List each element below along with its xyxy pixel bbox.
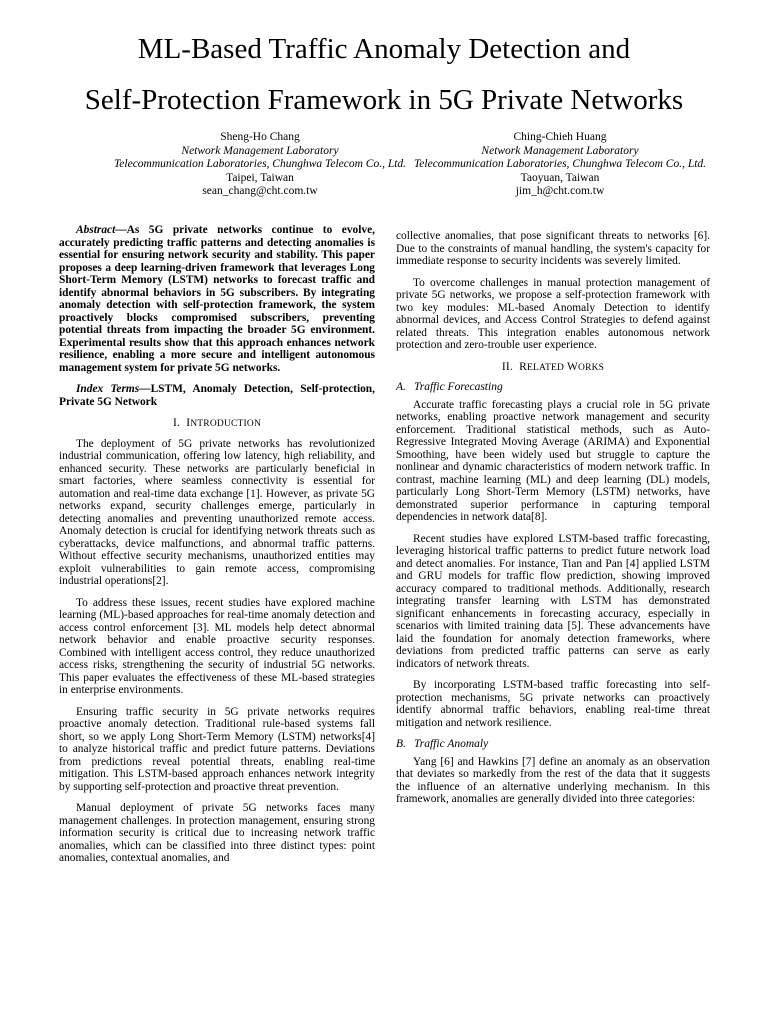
intro-paragraph: The deployment of 5G private networks has revolutionized industrial communication, offering low latency, high reliability, and enhanced security. These networks are particularly beneficial in smart factories, where seamless connectivity is essential for automation and real-time data exchange [1]. However, as private 5G networks expand, security challenges emerge, particularly in detecting anomalies and preventing unauthorized remote access. Anomaly detection is crucial for identifying network threats such as cyberattacks, device malfunctions, and abnormal traffic patterns. Without effective security mechanisms, unauthorized entities may exploit vulnerabilities to gain remote access, compromising industrial operations[2]. (59, 437, 375, 587)
author-org: Telecommunication Laboratories, Chunghwa Telecom Co., Ltd. (113, 158, 407, 170)
index-terms (59, 383, 375, 408)
section-heading-related-works: II. RELATED WORKS (501, 360, 605, 373)
author-block-1 (95, 131, 425, 199)
author-block-2 (380, 131, 740, 199)
author-location: Taoyuan, Taiwan (520, 171, 600, 184)
section-heading-introduction: I. INTRODUCTION (172, 417, 262, 429)
index-terms-label: Index Terms— (76, 383, 151, 395)
paper-title-line-1: ML-Based Traffic Anomaly Detection and (137, 33, 631, 65)
paper-title-line-2: Self-Protection Framework in 5G Private Networks (84, 84, 684, 116)
author-lab: Network Management Laboratory (481, 144, 639, 157)
subsection-heading-traffic-forecasting: A. Traffic Forecasting (396, 381, 503, 393)
body-paragraph: collective anomalies, that pose significant threats to networks [6]. Due to the constraints of manual handling, the system's capacity for immediate response to security incidents was severely limited. (396, 230, 710, 267)
subsection-heading-traffic-anomaly: B. Traffic Anomaly (396, 738, 489, 750)
traffic-anomaly-paragraph: Yang [6] and Hawkins [7] define an anomaly as an observation that deviates so markedly from the rest of the data that it suggests the influence of an alternative underlying mechanism. In this framework, anomalies are generally divided into three categories: (396, 755, 710, 805)
related-works-paragraph: Recent studies have explored LSTM-based traffic forecasting, leveraging historical traffic patterns to predict future network load and detect anomalies. For instance, Tian and Pan [4] applied LSTM and GRU models for traffic flow prediction, showing improved accuracy compared to traditional methods. Additionally, research integrating transfer learning with LSTM has demonstrated significant enhancements in forecasting accuracy, especially in scenarios with limited training data [5]. These advancements have laid the foundation for anomaly detection frameworks, where deviations from predicted traffic patterns can serve as early indicators of network threats. (396, 532, 710, 670)
author-email[interactable]: sean_chang@cht.com.tw (202, 185, 318, 197)
right-column (396, 230, 710, 815)
abstract-label: Abstract— (76, 224, 127, 236)
author-name: Ching-Chieh Huang (513, 131, 607, 143)
left-column (59, 224, 375, 874)
related-works-paragraph: By incorporating LSTM-based traffic forecasting into self-protection mechanisms, 5G private networks can proactively identify abnormal traffic behaviors, enabling real-time threat mitigation and network resilience. (396, 679, 710, 729)
intro-paragraph: Ensuring traffic security in 5G private networks requires proactive anomaly detection. Traditional rule-based systems fall short, so we apply Long Short-Term Memory (LSTM) networks[4] to analyze historical traffic and predict future patterns. Deviations from predictions reveal potential threats, enabling real-time mitigation. This LSTM-based approach enhances network integrity by supporting self-protection and proactive threat prevention. (59, 705, 375, 793)
author-email[interactable]: jim_h@cht.com.tw (515, 185, 605, 197)
body-paragraph: To overcome challenges in manual protection management of private 5G networks, we propose a self-protection framework with two key modules: ML-based Anomaly Detection to identify abnormal devices, and Access Control Strategies to defend against related threats. This integration enables autonomous network protection and zero-trouble user experience. (396, 276, 710, 351)
author-org: Telecommunication Laboratories, Chunghwa Telecom Co., Ltd. (413, 158, 707, 170)
author-name: Sheng-Ho Chang (220, 131, 300, 143)
author-location: Taipei, Taiwan (226, 171, 294, 184)
abstract-text: As 5G private networks continue to evolve, accurately predicting traffic patterns and detecting anomalies is essential for ensuring network security and stability. This paper proposes a deep learning-driven framework that leverages Long Short-Term Memory (LSTM) networks to forecast traffic and identify abnormal behaviors in 5G subscribers. By integrating anomaly detection with self-protection framework, the system proactively blocks compromised subscribers, preventing potential threats from impacting the broader 5G environment. Experimental results show that this approach enhances network resilience, enabling a more secure and intelligent autonomous management system for private 5G networks. (59, 224, 375, 374)
related-works-paragraph: Accurate traffic forecasting plays a crucial role in 5G private networks, enabling proactive network management and security enforcement. Traditional statistical methods, such as Auto-Regressive Integrated Moving Average (ARIMA) and Exponential Smoothing, have been widely used but struggle to capture the nonlinear and dynamic characteristics of modern network traffic. In contrast, machine learning (ML) and deep learning (DL) models, particularly Long Short-Term Memory (LSTM) networks, have demonstrated superior performance in capturing temporal dependencies in network data[8]. (396, 398, 710, 523)
abstract (59, 224, 375, 374)
index-terms-text: LSTM, Anomaly Detection, Self-protection, Private 5G Network (59, 383, 375, 408)
intro-paragraph: To address these issues, recent studies have explored machine learning (ML)-based approaches for real-time anomaly detection and access control enforcement [3]. ML models help detect abnormal network behavior and enable proactive security responses. Combined with intelligent access control, they reduce unauthorized access risks, strengthening the security of industrial 5G networks. This paper evaluates the effectiveness of these ML-based strategies in enterprise environments. (59, 596, 375, 696)
author-lab: Network Management Laboratory (181, 144, 339, 157)
intro-paragraph: Manual deployment of private 5G networks faces many management challenges. In protection management, ensuring strong information security is critical due to increasing network traffic anomalies, which can be classified into three distinct types: point anomalies, contextual anomalies, and (59, 802, 375, 864)
